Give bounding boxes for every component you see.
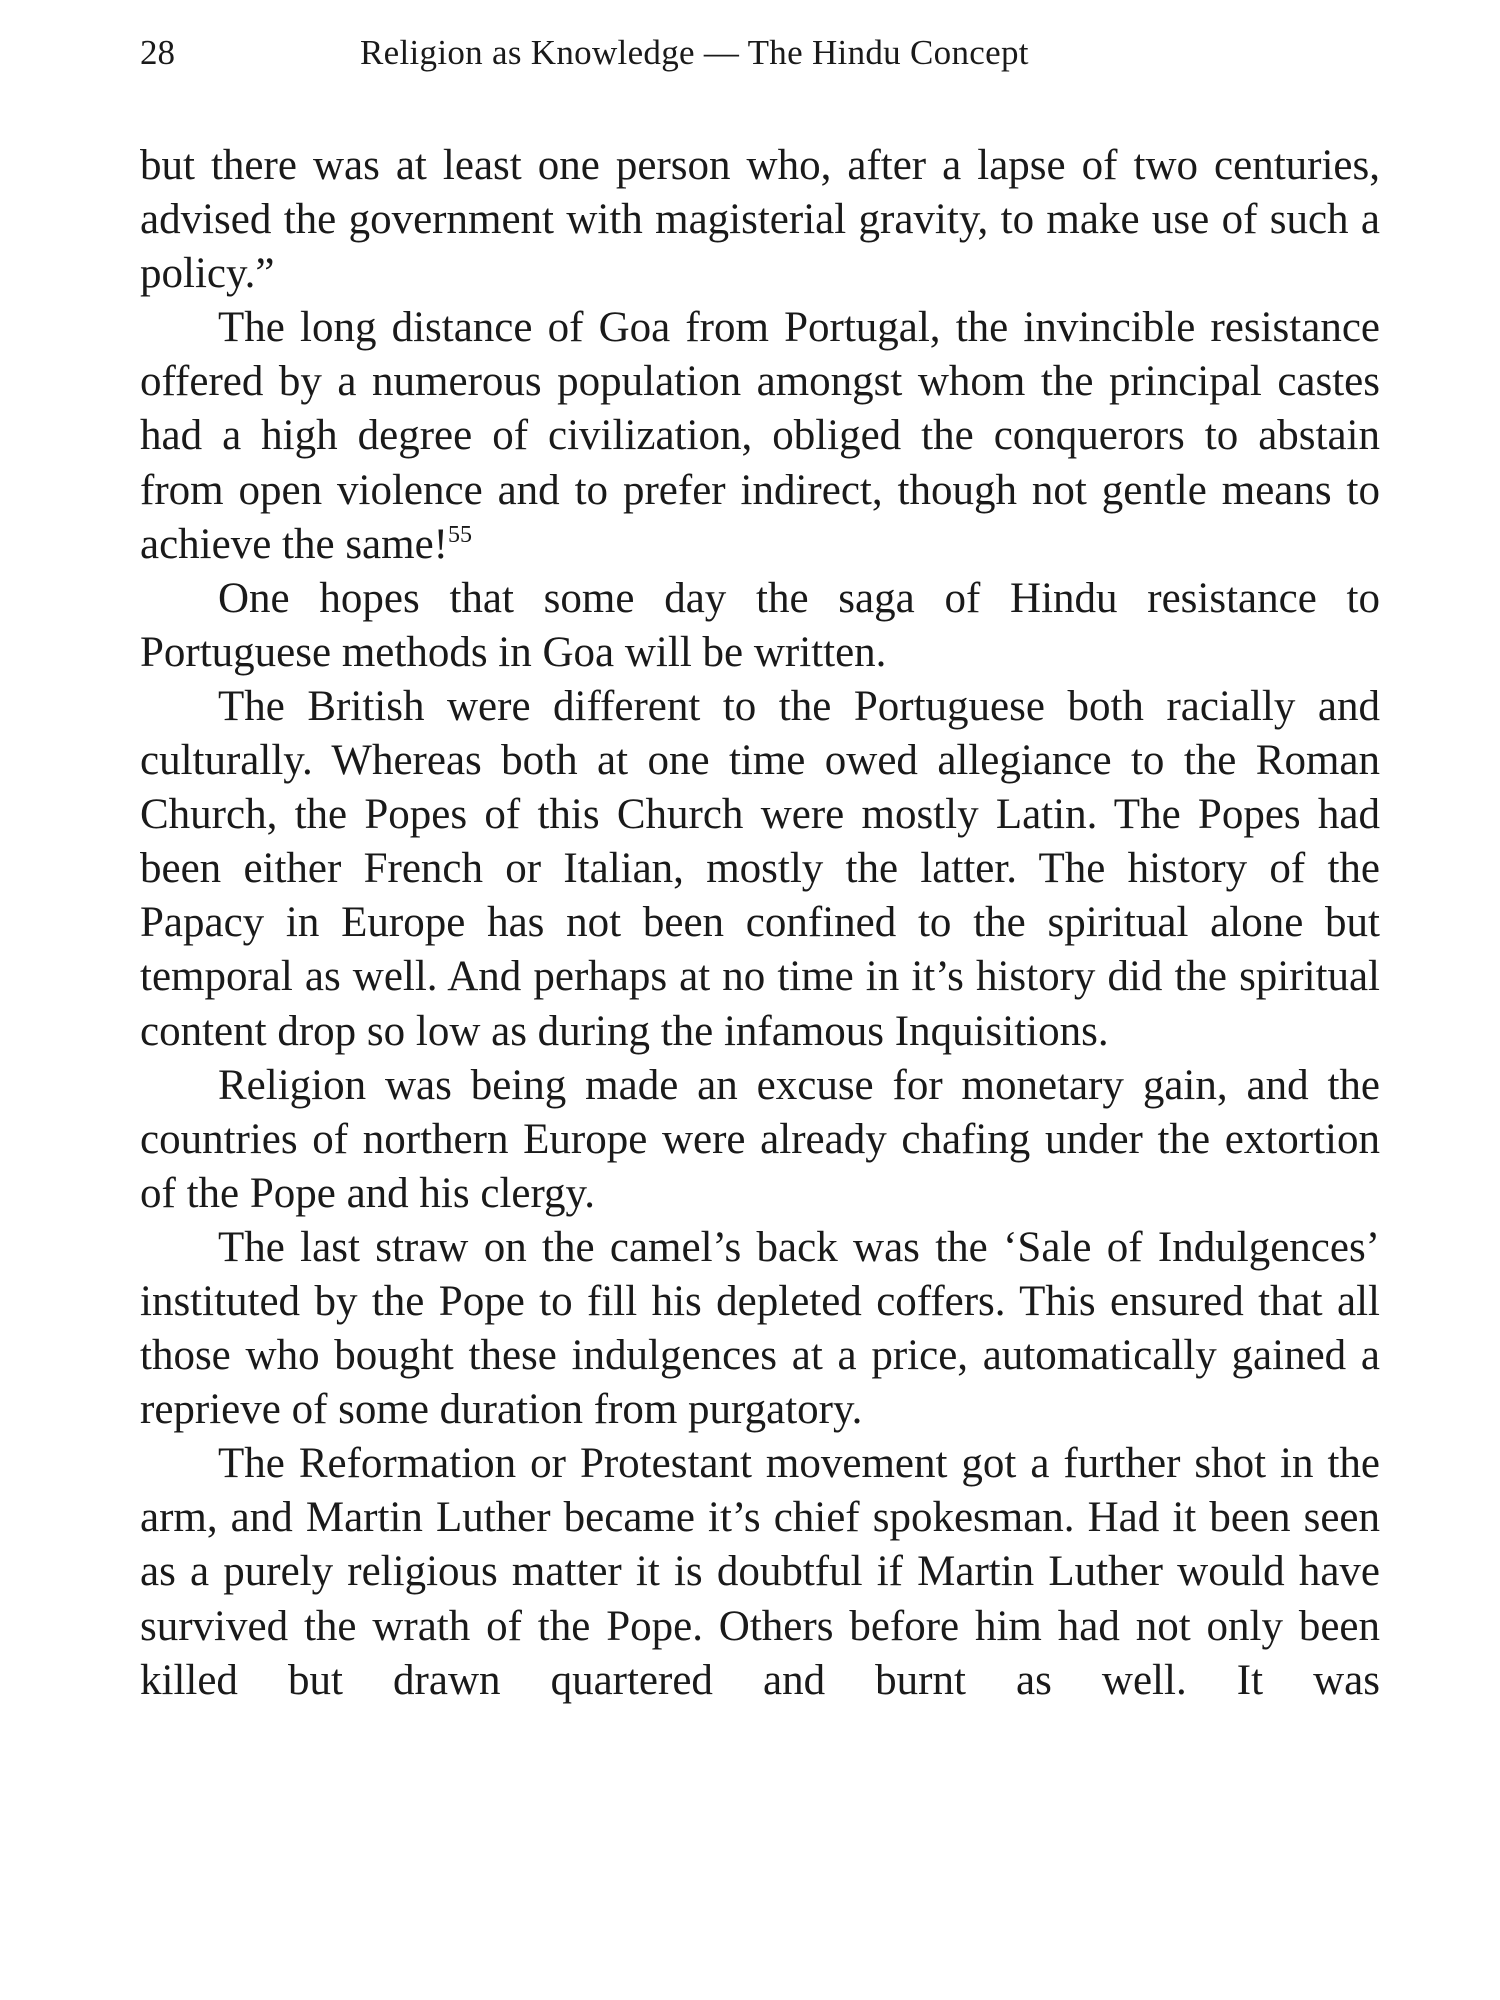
paragraph-reformation: The Reformation or Protestant movement got a further shot in the arm, and Martin Luther became it’s chief spokesman. Had it been seen as a purely religious matter it is doubtful if Martin Luther would have survived the wrath of the Pope. Others before him had not only been killed but drawn quartered and burnt as well. It was xyxy=(140,1440,1380,1704)
paragraph-continued: but there was at least one person who, after a lapse of two centuries, advised the government with magisterial gravity, to make use of such a policy.” xyxy=(140,142,1380,298)
paragraph-hindu-saga: One hopes that some day the saga of Hindu resistance to Portuguese methods in Goa will be written. xyxy=(140,574,1380,676)
page-number: 28 xyxy=(140,33,175,72)
footnote-marker: 55 xyxy=(448,521,472,548)
body-text xyxy=(140,139,1380,1708)
running-title: Religion as Knowledge — The Hindu Concept xyxy=(360,33,1029,72)
paragraph-british-portuguese: The British were different to the Portuguese both racially and culturally. Whereas both at one time owed allegiance to the Roman Church, the Popes of this Church were mostly Latin. The Popes had been either French or Italian, mostly the latter. The history of the Papacy in Europe has not been confined to the spiritual alone but temporal as well. And perhaps at no time in it’s history did the spiritual content drop so low as during the infamous Inquisitions. xyxy=(140,682,1380,1055)
paragraph-sale-of-indulgences: The last straw on the camel’s back was the ‘Sale of Indulgences’ instituted by the Pope to fill his depleted coffers. This ensured that all those who bought these indulgences at a price, automatically gained a reprieve of some duration from purgatory. xyxy=(140,1223,1380,1434)
paragraph-goa-resistance xyxy=(140,301,1380,571)
paragraph-monetary-gain: Religion was being made an excuse for monetary gain, and the countries of northern Europe were already chafing under the extortion of the Pope and his clergy. xyxy=(140,1061,1380,1217)
running-head xyxy=(140,28,1380,78)
paragraph-text: The long distance of Goa from Portugal, the invincible resistance offered by a numerous population amongst whom the principal castes had a high degree of civilization, obliged the conquerors to abstain from open violence and to prefer indirect, though not gentle means to achieve the same! xyxy=(140,304,1380,568)
